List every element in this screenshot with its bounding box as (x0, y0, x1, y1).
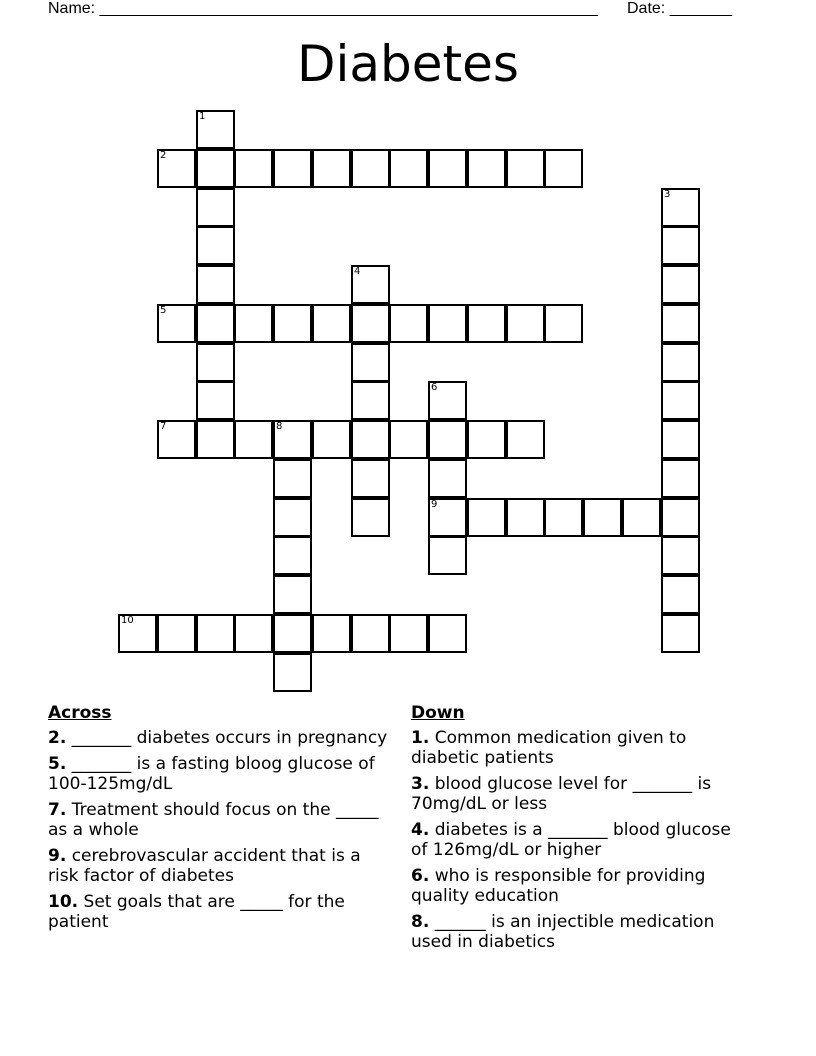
clue-number: 10 (121, 615, 134, 626)
crossword-cell[interactable] (196, 420, 235, 459)
crossword-cell[interactable] (467, 498, 506, 537)
crossword-cell[interactable] (351, 614, 390, 653)
crossword-cell[interactable] (544, 304, 583, 343)
crossword-cell[interactable] (389, 420, 428, 459)
down-heading: Down (411, 703, 465, 723)
crossword-cell[interactable] (428, 498, 467, 537)
crossword-cell[interactable] (544, 149, 583, 188)
crossword-cell[interactable] (661, 343, 700, 382)
crossword-cell[interactable] (312, 614, 351, 653)
crossword-cell[interactable] (157, 304, 196, 343)
crossword-cell[interactable] (467, 420, 506, 459)
crossword-cell[interactable] (196, 226, 235, 265)
crossword-cell[interactable] (661, 381, 700, 420)
crossword-cell[interactable] (234, 420, 273, 459)
crossword-cell[interactable] (351, 343, 390, 382)
crossword-cell[interactable] (157, 420, 196, 459)
clue-number: 5 (160, 305, 167, 316)
clue-down-6: 6. who is responsible for providing quality education (411, 866, 706, 906)
crossword-cell[interactable] (506, 304, 545, 343)
clue-across-7: 7. Treatment should focus on the _____ as a whole (48, 800, 379, 840)
crossword-cell[interactable] (467, 149, 506, 188)
crossword-cell[interactable] (428, 149, 467, 188)
crossword-cell[interactable] (661, 575, 700, 614)
down-clues (411, 703, 751, 958)
crossword-cell[interactable] (661, 498, 700, 537)
crossword-cell[interactable] (506, 149, 545, 188)
crossword-cell[interactable] (273, 575, 312, 614)
crossword-cell[interactable] (234, 149, 273, 188)
crossword-cell[interactable] (661, 459, 700, 498)
crossword-cell[interactable] (661, 265, 700, 304)
clue-number: 1 (199, 111, 206, 122)
crossword-cell[interactable] (196, 188, 235, 227)
crossword-cell[interactable] (234, 304, 273, 343)
crossword-cell[interactable] (428, 420, 467, 459)
crossword-cell[interactable] (389, 614, 428, 653)
clue-number: 8 (276, 421, 283, 432)
crossword-cell[interactable] (467, 304, 506, 343)
crossword-cell[interactable] (428, 536, 467, 575)
crossword-cell[interactable] (351, 420, 390, 459)
across-clues (48, 703, 388, 938)
clue-number: 6 (431, 382, 438, 393)
clue-across-10: 10. Set goals that are _____ for the patient (48, 892, 345, 932)
crossword-cell[interactable] (661, 226, 700, 265)
crossword-cell[interactable] (583, 498, 622, 537)
crossword-cell[interactable] (196, 304, 235, 343)
clue-number: 4 (354, 266, 361, 277)
clue-number: 9 (431, 499, 438, 510)
crossword-cell[interactable] (312, 420, 351, 459)
crossword-cell[interactable] (196, 110, 235, 149)
crossword-cell[interactable] (661, 188, 700, 227)
crossword-cell[interactable] (351, 149, 390, 188)
clue-down-4: 4. diabetes is a _______ blood glucose of 126mg/dL or higher (411, 820, 731, 860)
crossword-cell[interactable] (506, 498, 545, 537)
crossword-cell[interactable] (661, 536, 700, 575)
crossword-cell[interactable] (661, 420, 700, 459)
crossword-cell[interactable] (428, 459, 467, 498)
crossword-cell[interactable] (196, 614, 235, 653)
crossword-cell[interactable] (273, 304, 312, 343)
crossword-cell[interactable] (312, 149, 351, 188)
crossword-cell[interactable] (351, 459, 390, 498)
crossword-cell[interactable] (312, 304, 351, 343)
crossword-cell[interactable] (622, 498, 661, 537)
crossword-cell[interactable] (351, 304, 390, 343)
crossword-cell[interactable] (273, 614, 312, 653)
clue-down-3: 3. blood glucose level for _______ is 70mg/dL or less (411, 774, 712, 814)
crossword-cell[interactable] (196, 381, 235, 420)
crossword-cell[interactable] (428, 614, 467, 653)
crossword-cell[interactable] (428, 381, 467, 420)
page-title: Diabetes (297, 35, 519, 93)
crossword-cell[interactable] (273, 536, 312, 575)
crossword-cell[interactable] (428, 304, 467, 343)
across-heading: Across (48, 703, 112, 723)
clue-number: 2 (160, 150, 167, 161)
crossword-cell[interactable] (389, 304, 428, 343)
clue-across-2: 2. _______ diabetes occurs in pregnancy (48, 728, 388, 748)
crossword-cell[interactable] (273, 149, 312, 188)
clue-across-5: 5. _______ is a fasting bloog glucose of 100-125mg/dL (48, 754, 375, 794)
crossword-cell[interactable] (273, 498, 312, 537)
crossword-cell[interactable] (157, 149, 196, 188)
crossword-cell[interactable] (351, 265, 390, 304)
clue-down-1: 1. Common medication given to diabetic patients (411, 728, 687, 768)
crossword-cell[interactable] (273, 653, 312, 692)
clue-number: 3 (664, 189, 671, 200)
crossword-cell[interactable] (234, 614, 273, 653)
crossword-cell[interactable] (273, 459, 312, 498)
crossword-cell[interactable] (351, 381, 390, 420)
crossword-cell[interactable] (196, 149, 235, 188)
crossword-cell[interactable] (196, 265, 235, 304)
crossword-cell[interactable] (196, 343, 235, 382)
crossword-cell[interactable] (661, 614, 700, 653)
clue-number: 7 (160, 421, 167, 432)
crossword-cell[interactable] (157, 614, 196, 653)
date-field-label: Date: _______ (627, 0, 732, 17)
clue-down-8: 8. ______ is an injectible medication used in diabetics (411, 912, 715, 952)
crossword-cell[interactable] (544, 498, 583, 537)
crossword-cell[interactable] (273, 420, 312, 459)
crossword-cell[interactable] (506, 420, 545, 459)
crossword-cell[interactable] (661, 304, 700, 343)
crossword-cell[interactable] (351, 498, 390, 537)
clue-across-9: 9. cerebrovascular accident that is a risk factor of diabetes (48, 846, 361, 886)
crossword-cell[interactable] (389, 149, 428, 188)
name-field-label: Name: ________________________________________________________ (48, 0, 598, 17)
crossword-cell[interactable] (118, 614, 157, 653)
